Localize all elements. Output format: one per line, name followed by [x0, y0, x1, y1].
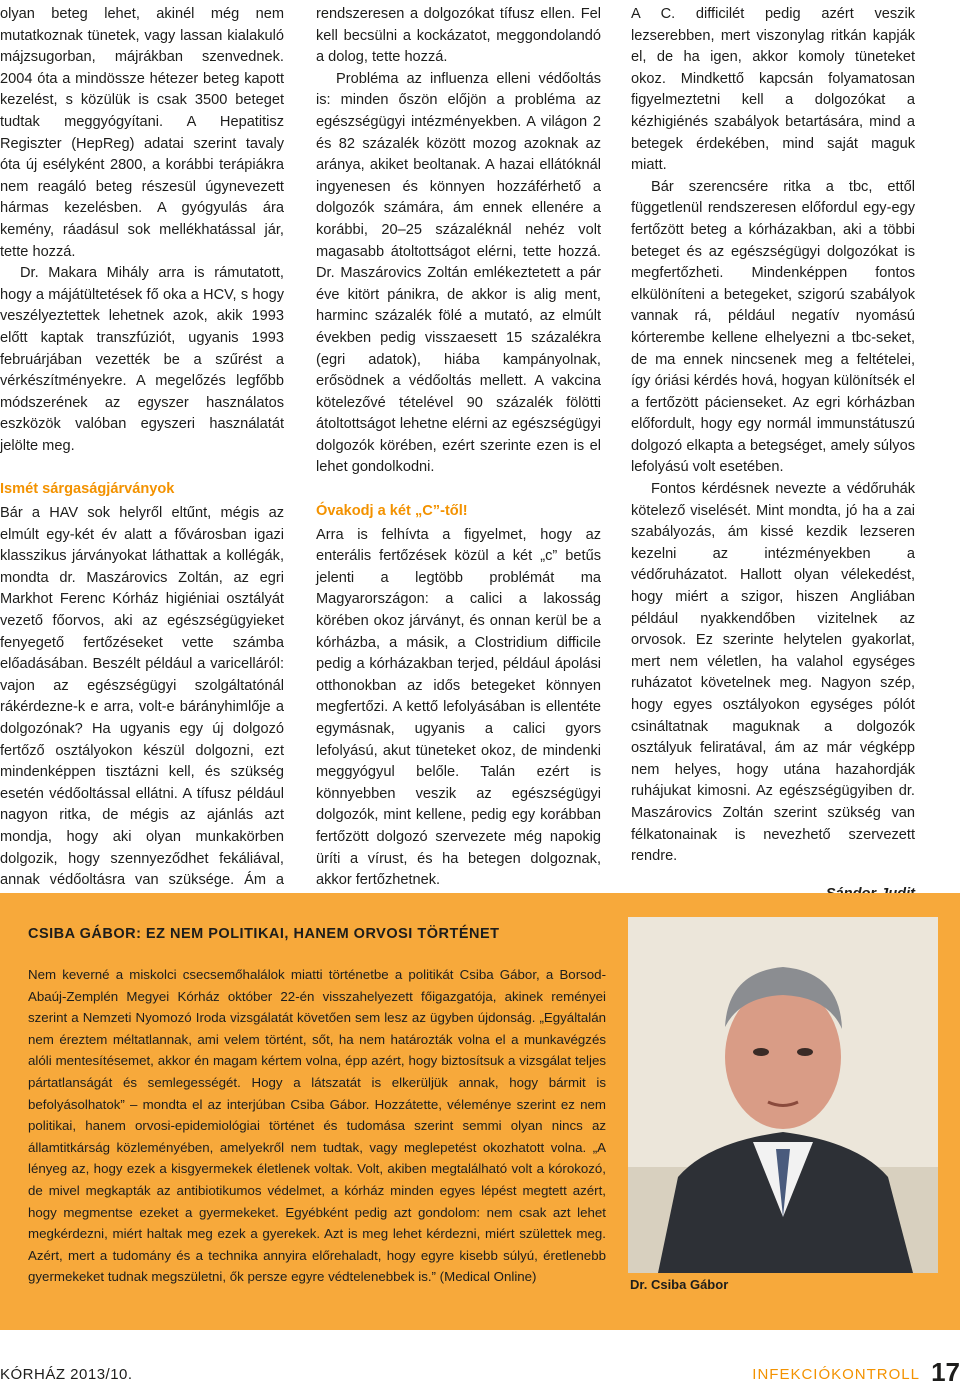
article-column-1: [0, 4, 284, 935]
article-column-2: [316, 4, 601, 892]
paragraph: Arra is felhívta a figyelmet, hogy az enterális fertőzések közül a két „c” betűs jelenti a legtöbb problémát ma Magyarországon: a calici a lakosság körében okoz járványt, és onnan kerül be a kórházba, a másik, a Clostridium difficile pedig a kórházakban terjed, például ápolási otthonokban az idős betegeket könnyen megfertőzi. A kettő lefolyásában is ellentéte egymásnak, ugyanis a calici gyors lefolyású, akut tüneteket okoz, de mindenki meggyógyul belőle. Talán ezért is könnyebben veszik az egészségügyi dolgozók, mint kellene, pedig egy korábban fertőzött dolgozó szervezete még napokig üríti a vírust, és ha betegen dolgoznak, akkor fertőzhetnek.: [316, 526, 601, 889]
photo-caption: Dr. Csiba Gábor: [630, 1277, 729, 1292]
footer-section: INFEKCIÓKONTROLL: [752, 1366, 920, 1383]
box-text: Nem keverné a miskolci csecsemőhalálok miatti történetbe a politikát Csiba Gábor, a Borsod-Abaúj-Zemplén Megyei Kórház október 22-én visszahelyezett főigazgatója, akinek reményei szerint a Nemzeti Nyomozó Iroda vizsgálatát követően sem lesz az ügyben újdonság. „Egyáltalán nem éreztem méltatlannak, ami velem történt, sőt, ha nem határozták volna el a munkavégzés alóli mentesítésemet, akkor én magam kértem volna, épp azért, hogy biztosítsuk a vizsgálat teljes pártatlanságát és semlegességét. Hogy a látszatát is elkerüljük annak, hogy bármit is befolyásolhatok” – mondta el az interjúban Csiba Gábor. Hozzátette, véleménye szerint ez nem politikai, hanem orvosi-epidemiológiai történet és tudomása szerint semmi olyan nincs az államtitkárság közleményében, amelyekről nem tudtak, vagy meglepetést okozhatott volna. „A lényeg az, hogy ezek a kisgyermekek életlenek voltak. Volt, akiben megtalálható volt a kórokozó, de mivel megkapták az antibiotikumos védelmet, a kórház minden egyes lépést megtett azért, hogy megmentse ezeket a gyermekeket. Egyébként pedig azt gondolom: nem csak azt lehet megkérdezni, miért haltak meg ezek a gyerekek. Azt is meg lehet kérdezni, miért születtek meg. Azért, mert a tudomány és a technika annyira előrehaladt, hogy egyre kisebb súlyú, éretlenebb gyermekeket tudnak megszületni, ők persze egyre védtelenebbek is.” (Medical Online): [28, 967, 606, 1285]
paragraph: Bár a HAV sok helyről eltűnt, mégis az elmúlt egy-két év alatt a fővárosban igazi klasszikus járványokat láthattak a kollégák, mondta dr. Maszárovics Zoltán, az egri Markhot Ferenc Kórház higiéniai osztályát vezető főorvos, aki az egészségügyieket fenyegető fertőzéseket vette számba előadásában. Beszélt például a varicelláról: vajon az egészségügyi szolgáltatónál rákérdezne-k e arra, volt-e bárányhimlője a dolgozónak? Ha ugyanis egy új dolgozó fertőző osztályokon készül dolgozni, ezt mindenképpen tisztázni kell, és szükség esetén védőoltással ellátni. A tífusz például nagyon ritka, de mégis az ajánlás azt mondja, hogy aki olyan munkakörben dolgozik, hogy szennyeződhet fekáliával, annak védőoltásra van szüksége. Ám a: [0, 505, 284, 889]
paragraph: A C. difficilét pedig azért veszik lezserebben, mert viszonylag ritkán kapják el, de ha igen, akkor komoly tüneteket okoz. Mindkettő kapcsán folyamatosan figyelmeztetni kell a dolgozókat a kézhigiénés szabályok betartására, mind a betegek érdekében, mind saját maguk miatt.: [631, 6, 915, 174]
subheading: Ismét sárgaságjárványok: [0, 481, 175, 498]
footer-publication: KÓRHÁZ 2013/10.: [0, 1366, 133, 1383]
subheading: Óvakodj a két „C”-től!: [316, 503, 468, 520]
paragraph: Fontos kérdésnek nevezte a védőruhák kötelező viselését. Mint mondta, jó ha a zai szabályozás, ám kissé kezdik lezseren kezelni az intézményekben a védőruházatot. Hallott olyan vélekedést, hogy miért a szigor, hiszen Angliában például nyakkendőben vizitelnek az orvosok. Ez szerinte helytelen gyakorlat, mert nem véletlen, ha valahol egységes ruházatot követelnek meg. Nagyon szép, hogy egyes osztályokon egységes pólót csináltatnak maguknak a dolgozók osztályuk feliratával, ám az már végképp nem helyes, hogy utána hazahordják ruhájukat kimosni. Az egészségügyiben dr. Maszárovics Zoltán szerint szükség van félkatonainak is nevezhető szervezett rendre.: [631, 481, 915, 865]
paragraph: Bár szerencsére ritka a tbc, ettől függetlenül rendszeresen előfordul egy-egy fertőzött beteg a kórházakban, aki a többi beteget és az egészségügyi dolgozókat is megfertőzheti. Mindenképpen fontos elkülöníteni a betegeket, szigorú szabályok vannak rá, például negatív nyomású kórterembe kellene elhelyezni a tbc-seket, de ma ennek nincsenek meg a feltételei, így óriási kérdés hová, hogyan különítsék el a fertőzött pácienseket. Az egri kórházban előfordult, hogy egy normál immunstátuszú dolgozó elkapta a betegséget, amely súlyos lefolyású volt esetében.: [631, 178, 915, 476]
paragraph: Dr. Makara Mihály arra is rámutatott, hogy a májátültetések fő oka a HCV, s hogy veszélyeztettek lehetnek azok, akik 1993 előtt kaptak transzfúziót, ugyanis 1993 februárjában vezették be a szűrést a vérkészítményekre. A megelőzés legfőbb módszerének az egyszer használatos eszközök valóban egyszeri használatát jelölte meg.: [0, 265, 284, 454]
portrait-illustration: [628, 917, 938, 1273]
page-number: 17: [931, 1357, 960, 1387]
box-title: CSIBA GÁBOR: EZ NEM POLITIKAI, HANEM ORVOSI TÖRTÉNET: [28, 926, 500, 942]
article-column-3: [631, 4, 915, 905]
paragraph: olyan beteg lehet, akinél még nem mutatkoznak tünetek, vagy lassan kialakuló májzsugorban, májrákban szenvednek. 2004 óta a mindössze hétezer beteg kapott kezelést, s közülük is csak 3500 beteget tudtak meggyógyítani. A Hepatitisz Regiszter (HepReg) adatai szerint tavaly óta új esélyként 2800, a korábbi terápiákra nem reagáló beteg részesül úgynevezett hármas kezelésben. A gyógyulás ára kemény, ráadásul sok mellékhatással jár, tette hozzá.: [0, 6, 284, 260]
paragraph: rendszeresen a dolgozókat tífusz ellen. Fel kell becsülni a kockázatot, meggondolandó a dolog, tette hozzá.: [316, 6, 601, 66]
portrait-photo: [628, 917, 938, 1273]
paragraph: Probléma az influenza elleni védőoltás is: minden őszön előjön a probléma az egészségügyi intézményekben. A világon 2 és 82 százalék között mozog azoknak az aránya, akiket beoltanak. A hazai ellátóknál ingyenesen és könnyen hozzáférhető a dolgozók számára, ám ennek ellenére a korábbi, 20–25 százaléknál nehéz volt magasabb átoltottságot elérni, tette hozzá. Dr. Maszárovics Zoltán emlékeztetett a pár éve kitört pánikra, de akkor is alig ment, harminc százalék fölé a mutató, az elmúlt években pedig visszaesett 15 százalékra (egri adatok), hiába kampányolnak, erősödnek a védőoltás mellett. A vakcina kötelezővé tételével 90 százalék fölötti átoltottságot lehetne elérni az egészségügyi dolgozók körében, ezért szerinte ezen is el lehet gondolkodni.: [316, 70, 601, 476]
